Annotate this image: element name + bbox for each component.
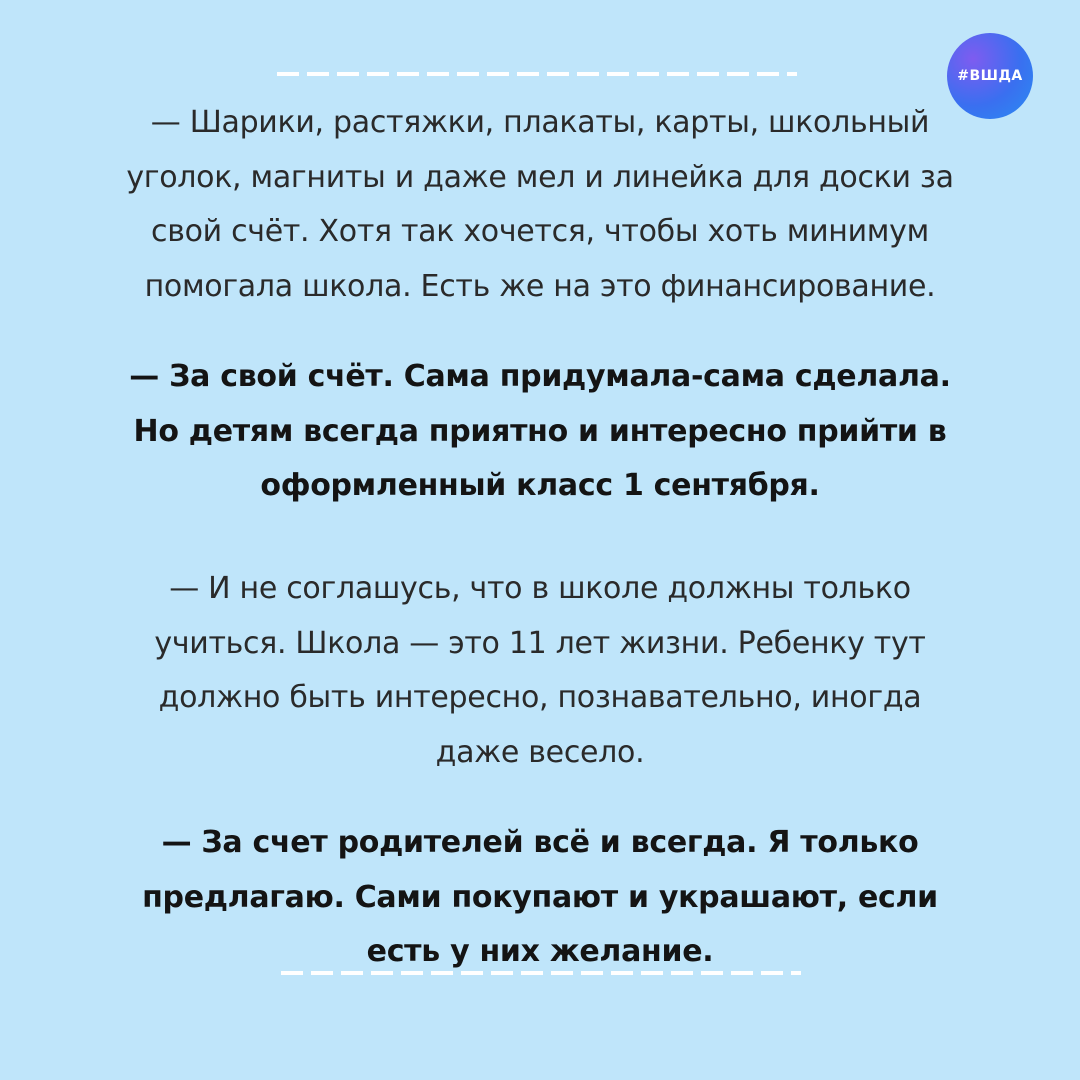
paragraph-line: — За счет родителей всё и всегда. Я только [161,825,919,860]
badge-label: #ВШДА [957,68,1023,84]
paragraph-4 [60,816,1020,980]
paragraph-line: уголок, магниты и даже мел и линейка для доски за [126,159,954,195]
paragraph-line: помогала школа. Есть же на это финансирование. [144,268,936,304]
paragraph-line: оформленный класс 1 сентября. [260,468,820,503]
paragraph-line: Но детям всегда приятно и интересно прийти в [133,413,947,449]
paragraph-line: учиться. Школа — это 11 лет жизни. Ребенку тут [154,625,926,661]
paragraph-line: есть у них желание. [366,934,714,969]
top-dashed-divider [277,72,797,76]
paragraph-3 [60,562,1020,780]
paragraph-line: — За свой счёт. Сама придумала-сама сделала. [129,359,951,394]
hashtag-badge [947,33,1033,119]
paragraph-line: предлагаю. Сами покупают и украшают, если [142,879,938,915]
paragraph-line: — Шарики, растяжки, плакаты, карты, школьный [150,105,930,140]
paragraph-line: даже весело. [435,734,645,770]
paragraph-1 [60,96,1020,314]
paragraph-line: — И не соглашусь, что в школе должны только [169,571,911,606]
paragraph-line: свой счёт. Хотя так хочется, чтобы хоть минимум [151,214,929,249]
paragraph-2 [60,350,1020,514]
paragraph-line: должно быть интересно, познавательно, иногда [158,680,922,715]
